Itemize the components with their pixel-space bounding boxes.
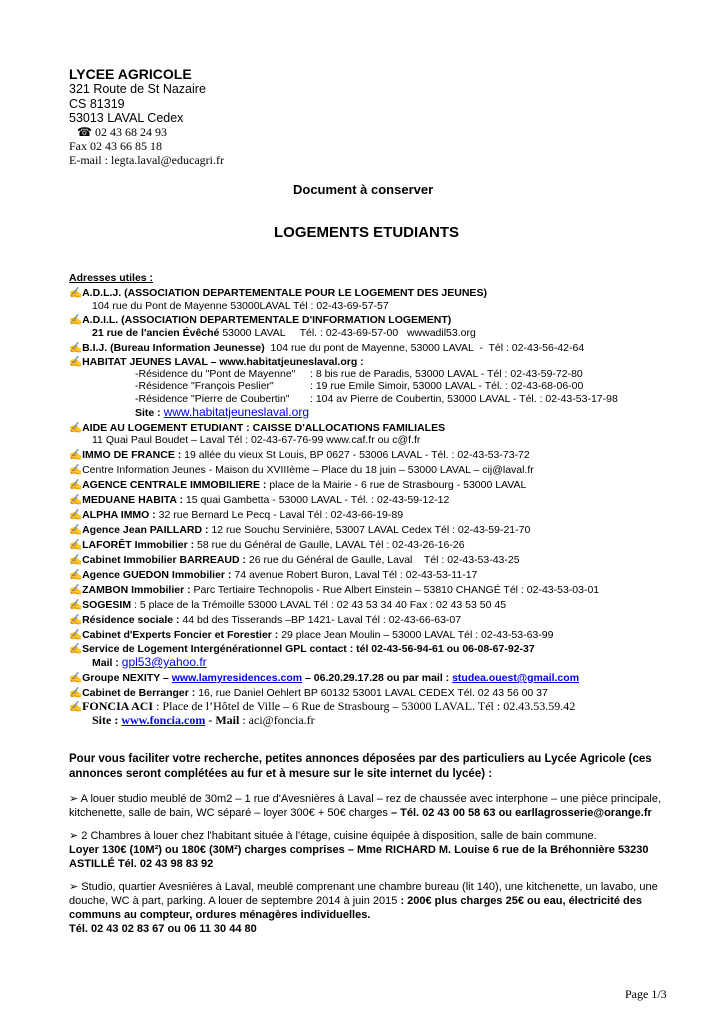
school-name: LYCEE AGRICOLE [69,66,192,82]
entry-meduane [69,493,449,506]
nexity-site-link[interactable]: www.lamyresidences.com [171,672,303,684]
entry-detail: 58 rue du Général de Gaulle, LAVAL Tél : 02-43-26-16-26 [194,539,465,551]
nexity-mail-link[interactable]: studea.ouest@gmail.com [452,672,580,684]
school-fax: Fax 02 43 66 85 18 [69,139,162,153]
pen-icon: ✍ [69,672,83,684]
entry-bij [69,341,584,354]
entry-name: Cabinet Immobilier BARREAUD : [82,554,247,566]
ad-contact: Loyer 130€ (10M²) ou 180€ (30M²) charges comprises – Mme RICHARD M. Louise 6 rue de la Bréhonnière 53230 ASTILLÉ Tél. 02 43 98 83 92 [69,844,649,870]
entry-detail: 29 place Jean Moulin – 53000 LAVAL Tél : 02-43-53-63-99 [278,629,554,641]
pen-icon: ✍ [69,701,83,713]
entry-name: AGENCE CENTRALE IMMOBILIERE : [82,479,267,491]
entry-detail: 44 bd des Tisserands –BP 1421- Laval Tél : 02-43-66-63-07 [179,614,462,626]
hjl-site-link[interactable]: www.habitatjeuneslaval.org [163,405,310,419]
school-address-line1: 321 Route de St Nazaire [69,82,206,96]
entry-name: Service de Logement Intergénérationnel GPL contact : tél 02-43-56-94-61 ou 06-08-67-92-37 [82,643,535,655]
pen-icon: ✍ [69,599,83,611]
entry-detail: place de la Mairie - 6 rue de Strasbourg - 53000 LAVAL [266,479,527,491]
foncia-site-link[interactable]: www.foncia.com [121,713,206,727]
pen-icon: ✍ [69,569,83,581]
school-address-line2: CS 81319 [69,97,125,111]
entry-name: MEDUANE HABITA : [82,494,183,506]
entry-detail: : 5 place de la Trémoille 53000 LAVAL Tél : 02 43 53 34 40 Fax : 02 43 53 50 45 [131,599,507,611]
entry-text: Centre Information Jeunes - Maison du XVIIIème – Place du 18 juin – 53000 LAVAL – cij@laval.fr [82,464,534,476]
ad-text: A louer studio meublé de 30m2 – 1 rue d'Avesnières à Laval – rez de chaussée avec interphone – une pièce principale, kitchenette, salle de bain, WC séparé – loyer 300€ + 50€ charges [69,793,662,819]
entry-detail: 15 quai Gambetta - 53000 LAVAL - Tél. : 02-43-59-12-12 [183,494,450,506]
mail-label: - Mail [205,713,240,727]
pen-icon: ✍ [69,554,83,566]
gpl-mail [92,655,207,669]
entry-adil [69,313,451,326]
entry-name: HABITAT JEUNES LAVAL – www.habitatjeuneslaval.org : [82,356,364,368]
residence-row: -Résidence du "Pont de Mayenne" [135,368,296,380]
entry-cij [69,463,534,476]
entry-berranger [69,686,548,699]
pen-icon: ✍ [69,539,83,551]
ad-conditions: : 200€ plus charges 25€ ou eau, électricité des communs au compteur, ordures ménagères individuelles. [69,895,642,921]
pen-icon: ✍ [69,422,83,434]
entry-name: IMMO DE FRANCE : [82,449,182,461]
entry-name: FONCIA ACI [82,699,154,713]
entry-hjl [69,355,364,368]
residence-detail: : 8 bis rue de Paradis, 53000 LAVAL - Tél : 02-43-59-72-80 [310,368,583,380]
entry-adlj [69,286,487,299]
residence-row: -Résidence "Pierre de Coubertin" [135,393,290,405]
entry-residence-sociale [69,613,461,626]
site-label: Site : [92,713,122,727]
ad-text: 2 Chambres à louer chez l'habitant située à l'étage, cuisine équipée à disposition, salle de bain commune. [78,830,597,842]
phone-number: 02 43 68 24 93 [94,125,167,139]
entry-name: SOGESIM [82,599,132,611]
ad-studio-avesnieres [69,792,669,820]
entry-name: AIDE AU LOGEMENT ETUDIANT : CAISSE D'ALLOCATIONS FAMILIALES [82,422,446,434]
residence-detail: : 19 rue Emile Simoir, 53000 LAVAL - Tél. : 02-43-68-06-00 [310,380,584,392]
pen-icon: ✍ [69,464,83,476]
entry-detail: 74 avenue Robert Buron, Laval Tél : 02-43-53-11-17 [231,569,478,581]
entry-caf [69,421,445,434]
entry-nexity [69,671,579,684]
entry-detail: 104 rue du Pont de Mayenne 53000LAVAL Tél : 02-43-69-57-57 [92,300,389,312]
entry-sogesim [69,598,506,611]
pen-icon: ✍ [69,614,83,626]
entry-detail: Parc Tertiaire Technopolis - Rue Albert Einstein – 53810 CHANGÉ Tél : 02-43-53-03-01 [190,584,600,596]
residence-detail: : 104 av Pierre de Coubertin, 53000 LAVAL - Tél. : 02-43-53-17-98 [310,393,618,405]
arrow-icon: ➢ [69,793,79,805]
page-title: LOGEMENTS ETUDIANTS [274,224,460,241]
entry-detail: 11 Quai Paul Boudet – Laval Tél : 02-43-67-76-99 www.caf.fr ou c@f.fr [92,434,421,446]
ads-intro: Pour vous faciliter votre recherche, petites annonces déposées par des particuliers au Lycée Agricole (ces annonces seront complétées au fur et à mesure sur le site internet du lycée) : [69,753,652,780]
pen-icon: ✍ [69,643,83,655]
ad-studio-quartier [69,880,669,936]
pen-icon: ✍ [69,584,83,596]
entry-detail-text: 53000 LAVAL Tél. : 02-43-69-57-00 wwwadil53.org [219,327,476,339]
entry-detail: 26 rue du Général de Gaulle, Laval Tél : 02-43-53-43-25 [246,554,520,566]
pen-icon: ✍ [69,479,83,491]
entry-barreaud [69,553,520,566]
pen-icon: ✍ [69,687,83,699]
entry-name: ZAMBON Immobilier : [82,584,191,596]
entry-name: Résidence sociale : [82,614,180,626]
entry-guedon [69,568,477,581]
entry-paillard [69,523,530,536]
entry-name: Cabinet de Berranger : [82,687,196,699]
page-number: Page 1/3 [625,987,667,1001]
entry-detail: 19 allée du vieux St Louis, BP 0627 - 53006 LAVAL - Tél. : 02-43-53-73-72 [181,449,530,461]
entry-foncia [69,699,575,714]
pen-icon: ✍ [69,342,83,354]
entry-name: Agence Jean PAILLARD : [82,524,209,536]
entry-name: A.D.L.J. (ASSOCIATION DEPARTEMENTALE POUR LE LOGEMENT DES JEUNES) [82,287,487,299]
pen-icon: ✍ [69,524,83,536]
site-label: Site : [135,407,164,419]
ad-contact: – Tél. 02 43 00 58 63 ou earllagrosserie@orange.fr [390,807,652,819]
arrow-icon: ➢ [69,881,79,893]
entry-experts [69,628,553,641]
school-email: E-mail : legta.laval@educagri.fr [69,153,224,167]
pen-icon: ✍ [69,314,83,326]
pen-icon: ✍ [69,449,83,461]
entry-alpha [69,508,403,521]
entry-immo-de-france [69,448,530,461]
ad-contact: Tél. 02 43 02 83 67 ou 06 11 30 44 80 [69,923,257,935]
arrow-icon: ➢ [69,830,79,842]
school-phone [77,125,167,140]
entry-detail: – 06.20.29.17.28 ou par mail : [302,672,453,684]
useful-addresses-heading: Adresses utiles : [69,272,154,284]
entry-name: B.I.J. (Bureau Information Jeunesse) [82,342,265,354]
ad-chambres-habitant [69,829,669,871]
pen-icon: ✍ [69,509,83,521]
foncia-mail: : aci@foncia.fr [239,713,315,727]
document-note: Document à conserver [293,182,434,197]
school-address-line3: 53013 LAVAL Cedex [69,111,184,125]
entry-zambon [69,583,599,596]
pen-icon: ✍ [69,629,83,641]
gpl-mail-link[interactable]: gpl53@yahoo.fr [121,655,207,669]
foncia-site [92,713,315,728]
phone-icon: ☎ [77,125,92,139]
entry-laforet [69,538,465,551]
entry-detail: : Place de l’Hôtel de Ville – 6 Rue de Strasbourg – 53000 LAVAL. Tél : 02.43.53.59.42 [153,699,576,713]
entry-name: LAFORÊT Immobilier : [82,539,195,551]
entry-name: A.D.I.L. (ASSOCIATION DEPARTEMENTALE D'INFORMATION LOGEMENT) [82,314,452,326]
mail-label: Mail : [92,657,122,669]
hjl-site [135,405,309,419]
residence-row: -Résidence "François Peslier" [135,380,274,392]
entry-name: ALPHA IMMO : [82,509,156,521]
entry-gpl [69,642,535,655]
pen-icon: ✍ [69,356,83,368]
entry-detail [92,327,476,339]
ad-text: Studio, quartier Avesnières à Laval, meublé comprenant une chambre bureau (lit 140), une kitchenette, un lavabo, une douche, WC à part, parking. A louer de septembre 2014 à juin 2015 [69,881,658,907]
entry-name: Agence GUEDON Immobilier : [82,569,232,581]
pen-icon: ✍ [69,287,83,299]
entry-name: Cabinet d'Experts Foncier et Forestier : [82,629,279,641]
entry-detail: 32 rue Bernard Le Pecq - Laval Tél : 02-43-66-19-89 [155,509,404,521]
pen-icon: ✍ [69,494,83,506]
entry-aci [69,478,526,491]
entry-detail: 12 rue Souchu Servinière, 53007 LAVAL Cedex Tél : 02-43-59-21-70 [208,524,531,536]
entry-detail: 104 rue du pont de Mayenne, 53000 LAVAL - Tél : 02-43-56-42-64 [264,342,585,354]
entry-name: Groupe NEXITY – [82,672,172,684]
entry-detail: 16, rue Daniel Oehlert BP 60132 53001 LAVAL CEDEX Tél. 02 43 56 00 37 [195,687,548,699]
entry-detail-bold: 21 rue de l'ancien Évêché [92,327,220,339]
